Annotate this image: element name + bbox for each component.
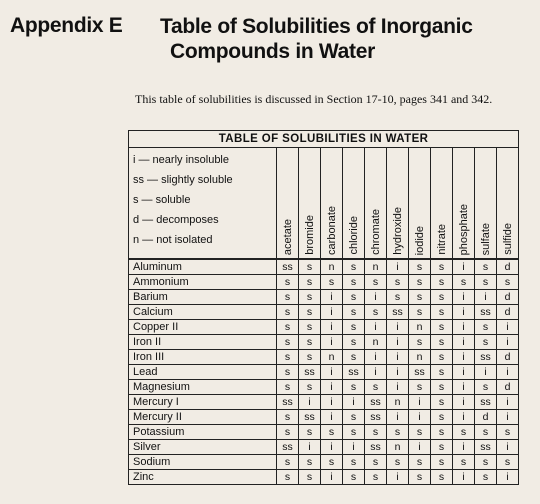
- table-cell: i: [453, 394, 475, 409]
- table-cell: s: [409, 379, 431, 394]
- table-cell: i: [343, 394, 365, 409]
- table-cell: n: [321, 259, 343, 275]
- row-label: Iron II: [129, 335, 277, 350]
- column-header: [431, 148, 453, 260]
- intro-text: This table of solubilities is discussed in Section 17-10, pages 341 and 342.: [135, 92, 493, 106]
- table-cell: n: [365, 259, 387, 275]
- table-cell: i: [365, 290, 387, 305]
- table-cell: d: [497, 305, 519, 320]
- table-cell: s: [365, 454, 387, 469]
- row-label: Zinc: [129, 469, 277, 484]
- table-cell: i: [387, 259, 409, 275]
- row-label: Aluminum: [129, 259, 277, 275]
- table-cell: ss: [475, 349, 497, 364]
- solubility-grid: [128, 130, 519, 485]
- table-cell: s: [343, 335, 365, 350]
- table-cell: s: [431, 259, 453, 275]
- table-cell: i: [365, 364, 387, 379]
- table-cell: i: [365, 320, 387, 335]
- table-cell: i: [453, 409, 475, 424]
- row-label: Copper II: [129, 320, 277, 335]
- table-cell: s: [343, 424, 365, 439]
- column-header-label: phosphate: [457, 203, 470, 255]
- row-label: Ammonium: [129, 275, 277, 290]
- column-header: [299, 148, 321, 260]
- table-cell: s: [343, 469, 365, 484]
- table-cell: i: [321, 290, 343, 305]
- table-cell: s: [409, 469, 431, 484]
- table-row: [129, 394, 519, 409]
- title-line-2: Compounds in Water: [170, 40, 375, 63]
- column-header-label: chromate: [369, 209, 382, 255]
- table-cell: d: [475, 409, 497, 424]
- table-cell: ss: [277, 394, 299, 409]
- table-cell: s: [475, 320, 497, 335]
- table-cell: i: [453, 305, 475, 320]
- table-cell: n: [387, 439, 409, 454]
- table-cell: n: [365, 335, 387, 350]
- table-cell: ss: [277, 259, 299, 275]
- table-cell: s: [365, 275, 387, 290]
- table-cell: s: [431, 364, 453, 379]
- table-cell: s: [475, 379, 497, 394]
- title-line-1: Table of Solubilities of Inorganic: [160, 15, 473, 38]
- table-cell: s: [299, 469, 321, 484]
- table-cell: s: [343, 379, 365, 394]
- table-cell: ss: [475, 305, 497, 320]
- table-cell: s: [321, 275, 343, 290]
- table-cell: i: [321, 394, 343, 409]
- table-cell: s: [475, 259, 497, 275]
- table-cell: s: [343, 275, 365, 290]
- table-cell: i: [387, 335, 409, 350]
- table-cell: s: [431, 469, 453, 484]
- page-header: [10, 14, 530, 74]
- table-cell: s: [475, 424, 497, 439]
- table-row: [129, 335, 519, 350]
- table-cell: i: [321, 469, 343, 484]
- table-cell: ss: [277, 439, 299, 454]
- row-label: Mercury II: [129, 409, 277, 424]
- table-cell: s: [321, 454, 343, 469]
- table-cell: s: [431, 320, 453, 335]
- table-cell: s: [321, 424, 343, 439]
- table-cell: s: [277, 290, 299, 305]
- table-cell: s: [475, 275, 497, 290]
- table-cell: i: [453, 320, 475, 335]
- row-label: Silver: [129, 439, 277, 454]
- table-cell: ss: [365, 394, 387, 409]
- legend-item: d — decomposes: [133, 214, 219, 226]
- table-cell: d: [497, 349, 519, 364]
- table-cell: i: [453, 379, 475, 394]
- table-row: [129, 379, 519, 394]
- table-cell: s: [343, 290, 365, 305]
- table-cell: s: [431, 349, 453, 364]
- table-cell: s: [431, 454, 453, 469]
- table-cell: i: [321, 335, 343, 350]
- table-cell: s: [277, 409, 299, 424]
- table-cell: s: [431, 305, 453, 320]
- table-cell: ss: [365, 439, 387, 454]
- table-cell: s: [453, 424, 475, 439]
- table-row: [129, 305, 519, 320]
- row-label: Potassium: [129, 424, 277, 439]
- table-cell: s: [343, 259, 365, 275]
- table-cell: d: [497, 379, 519, 394]
- legend-item: ss — slightly soluble: [133, 174, 233, 186]
- table-cell: s: [299, 424, 321, 439]
- table-cell: s: [409, 290, 431, 305]
- table-cell: s: [453, 275, 475, 290]
- column-header-label: bromide: [303, 215, 316, 255]
- row-label: Calcium: [129, 305, 277, 320]
- table-cell: s: [277, 469, 299, 484]
- table-cell: i: [387, 469, 409, 484]
- table-cell: s: [277, 305, 299, 320]
- table-cell: s: [431, 335, 453, 350]
- column-header-label: acetate: [281, 218, 294, 255]
- table-cell: i: [409, 409, 431, 424]
- row-label: Sodium: [129, 454, 277, 469]
- table-cell: s: [277, 335, 299, 350]
- table-cell: i: [453, 349, 475, 364]
- table-cell: s: [365, 305, 387, 320]
- table-cell: s: [497, 424, 519, 439]
- table-cell: s: [431, 439, 453, 454]
- page-title: [160, 14, 520, 64]
- table-cell: s: [431, 394, 453, 409]
- legend-item: s — soluble: [133, 194, 191, 206]
- table-cell: i: [475, 364, 497, 379]
- table-cell: s: [431, 424, 453, 439]
- table-cell: s: [409, 454, 431, 469]
- table-cell: i: [387, 349, 409, 364]
- row-label: Barium: [129, 290, 277, 305]
- table-cell: i: [321, 305, 343, 320]
- column-header: [387, 148, 409, 260]
- table-cell: s: [475, 454, 497, 469]
- table-cell: s: [387, 454, 409, 469]
- table-cell: s: [409, 424, 431, 439]
- table-cell: s: [409, 259, 431, 275]
- table-cell: s: [431, 290, 453, 305]
- table-cell: ss: [365, 409, 387, 424]
- table-cell: s: [387, 424, 409, 439]
- column-header: [365, 148, 387, 260]
- table-cell: s: [475, 469, 497, 484]
- table-row: [129, 290, 519, 305]
- row-label: Mercury I: [129, 394, 277, 409]
- table-cell: s: [387, 275, 409, 290]
- table-cell: ss: [299, 364, 321, 379]
- table-cell: s: [277, 364, 299, 379]
- table-cell: s: [299, 259, 321, 275]
- column-header: [475, 148, 497, 260]
- table-cell: s: [343, 454, 365, 469]
- table-cell: i: [497, 364, 519, 379]
- column-header-label: hydroxide: [391, 207, 404, 255]
- table-row: [129, 364, 519, 379]
- table-cell: i: [475, 290, 497, 305]
- table-cell: i: [387, 409, 409, 424]
- table-cell: i: [497, 409, 519, 424]
- table-cell: s: [409, 335, 431, 350]
- column-header: [343, 148, 365, 260]
- table-cell: s: [343, 305, 365, 320]
- table-row: [129, 439, 519, 454]
- table-cell: ss: [343, 364, 365, 379]
- table-cell: i: [321, 409, 343, 424]
- table-cell: i: [321, 379, 343, 394]
- table-cell: s: [343, 349, 365, 364]
- table-cell: i: [453, 335, 475, 350]
- table-cell: i: [409, 439, 431, 454]
- table-cell: s: [277, 424, 299, 439]
- column-header-label: nitrate: [435, 224, 448, 255]
- table-row: [129, 409, 519, 424]
- table-cell: s: [475, 335, 497, 350]
- table-cell: i: [387, 379, 409, 394]
- table-cell: s: [387, 290, 409, 305]
- table-cell: s: [277, 454, 299, 469]
- table-cell: i: [321, 364, 343, 379]
- column-header: [409, 148, 431, 260]
- table-cell: ss: [475, 394, 497, 409]
- legend-item: i — nearly insoluble: [133, 154, 229, 166]
- solubility-table: [128, 130, 518, 485]
- table-row: [129, 454, 519, 469]
- table-cell: d: [497, 259, 519, 275]
- table-cell: ss: [299, 409, 321, 424]
- table-cell: i: [497, 469, 519, 484]
- table-cell: i: [299, 394, 321, 409]
- table-cell: n: [321, 349, 343, 364]
- table-cell: i: [321, 320, 343, 335]
- table-cell: ss: [409, 364, 431, 379]
- table-cell: i: [343, 439, 365, 454]
- table-row: [129, 424, 519, 439]
- appendix-label: Appendix E: [10, 14, 123, 37]
- table-row: [129, 320, 519, 335]
- table-cell: i: [497, 439, 519, 454]
- table-cell: i: [497, 394, 519, 409]
- table-cell: n: [387, 394, 409, 409]
- table-cell: ss: [475, 439, 497, 454]
- table-caption: TABLE OF SOLUBILITIES IN WATER: [129, 131, 519, 148]
- column-header-label: sulfide: [501, 223, 514, 255]
- table-row: [129, 469, 519, 484]
- row-label: Lead: [129, 364, 277, 379]
- table-row: [129, 349, 519, 364]
- table-row: [129, 259, 519, 275]
- table-cell: s: [277, 275, 299, 290]
- table-cell: s: [365, 469, 387, 484]
- table-cell: i: [497, 320, 519, 335]
- table-cell: i: [453, 469, 475, 484]
- table-cell: s: [431, 379, 453, 394]
- column-header: [453, 148, 475, 260]
- table-cell: i: [453, 259, 475, 275]
- table-cell: s: [299, 349, 321, 364]
- column-header: [321, 148, 343, 260]
- table-cell: i: [453, 290, 475, 305]
- table-cell: i: [365, 349, 387, 364]
- table-cell: s: [277, 320, 299, 335]
- table-cell: s: [343, 320, 365, 335]
- table-cell: i: [453, 439, 475, 454]
- table-row: [129, 275, 519, 290]
- row-label: Iron III: [129, 349, 277, 364]
- legend-item: n — not isolated: [133, 234, 213, 246]
- column-header: [277, 148, 299, 260]
- table-cell: s: [409, 275, 431, 290]
- column-header-label: sulfate: [479, 222, 492, 255]
- table-cell: i: [409, 394, 431, 409]
- table-cell: s: [299, 320, 321, 335]
- table-cell: s: [299, 305, 321, 320]
- table-cell: s: [299, 275, 321, 290]
- table-cell: i: [321, 439, 343, 454]
- table-cell: s: [431, 409, 453, 424]
- legend: [129, 148, 277, 260]
- table-cell: i: [299, 439, 321, 454]
- table-cell: s: [299, 454, 321, 469]
- column-header-label: carbonate: [325, 206, 338, 255]
- table-cell: s: [343, 409, 365, 424]
- table-cell: s: [277, 349, 299, 364]
- table-cell: s: [365, 424, 387, 439]
- table-cell: s: [299, 379, 321, 394]
- table-cell: s: [497, 454, 519, 469]
- table-cell: s: [365, 379, 387, 394]
- table-cell: s: [453, 454, 475, 469]
- table-cell: i: [387, 364, 409, 379]
- table-cell: i: [387, 320, 409, 335]
- table-cell: i: [497, 335, 519, 350]
- column-header-label: chloride: [347, 216, 360, 255]
- column-header-label: iodide: [413, 225, 426, 255]
- table-cell: n: [409, 320, 431, 335]
- column-header: [497, 148, 519, 260]
- row-label: Magnesium: [129, 379, 277, 394]
- table-cell: ss: [387, 305, 409, 320]
- table-cell: d: [497, 290, 519, 305]
- table-cell: i: [453, 364, 475, 379]
- table-cell: s: [409, 305, 431, 320]
- table-cell: s: [277, 379, 299, 394]
- table-cell: n: [409, 349, 431, 364]
- table-cell: s: [299, 335, 321, 350]
- table-cell: s: [299, 290, 321, 305]
- table-cell: s: [497, 275, 519, 290]
- table-cell: s: [431, 275, 453, 290]
